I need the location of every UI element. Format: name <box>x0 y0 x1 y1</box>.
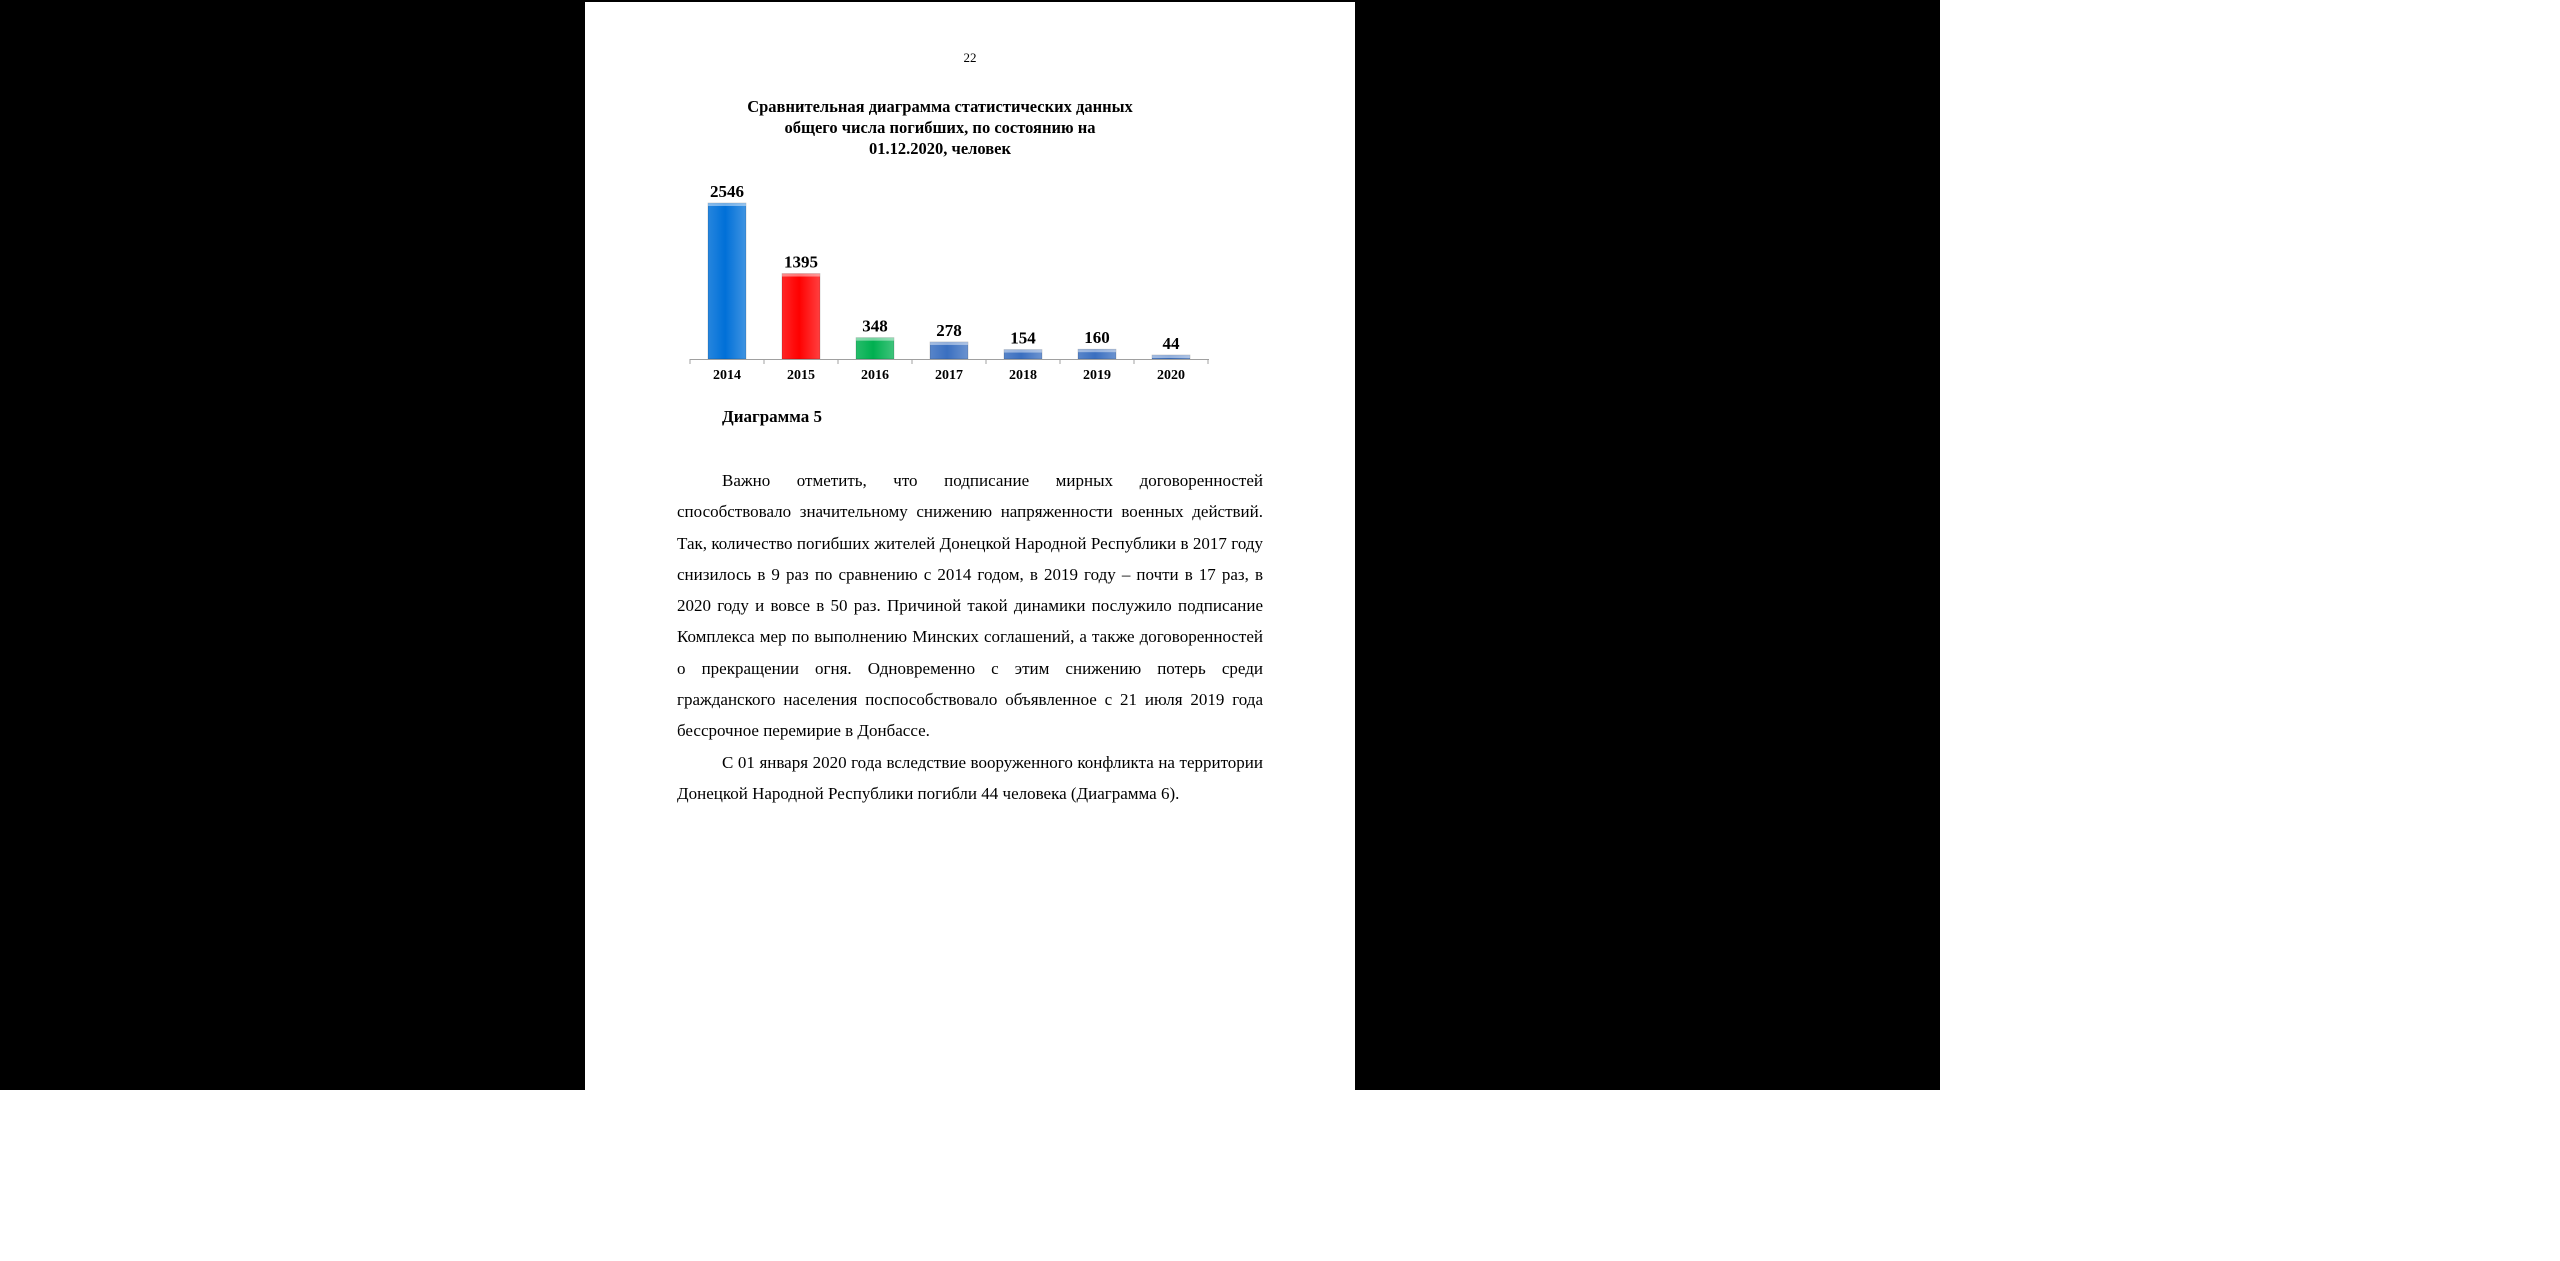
diagram-caption: Диаграмма 5 <box>722 407 822 426</box>
data-label-2017: 278 <box>936 320 962 340</box>
chart-data-labels-group <box>710 182 1180 353</box>
chart-title-line-2: общего числа погибших, по состоянию на <box>784 118 1096 137</box>
bar-cap-2014 <box>708 203 746 206</box>
bar-cap-2019 <box>1078 349 1116 352</box>
data-label-2020: 44 <box>1162 334 1180 353</box>
bar-2015 <box>782 274 820 359</box>
data-label-2019: 160 <box>1084 328 1110 348</box>
category-label-2014: 2014 <box>713 368 741 383</box>
bar-chart <box>585 2 1355 402</box>
bar-cap-2016 <box>856 338 894 341</box>
bar-2016 <box>856 338 894 359</box>
body-text <box>677 465 1263 809</box>
chart-title-line-1: Сравнительная диаграмма статистических данных <box>747 97 1133 116</box>
bar-cap-2018 <box>1004 350 1042 353</box>
data-label-2016: 348 <box>862 316 888 336</box>
data-label-2018: 154 <box>1010 328 1036 348</box>
category-label-2016: 2016 <box>861 368 889 383</box>
paragraph-1: Важно отметить, что подписание мирных договоренностей способствовало значительному снижению напряженности военных действий. Так, количество погибших жителей Донецкой Народной Республики в 2017 году снизилось в 9 раз по сравнению с 2014 годом, в 2019 году – почти в 17 раз, в 2020 году и вовсе в 50 раз. Причиной такой динамики послужило подписание Комплекса мер по выполнению Минских соглашений, а также договоренностей о прекращении огня. Одновременно с этим снижению потерь среди гражданского населения поспособствовало объявленное с 21 июля 2019 года бессрочное перемирие в Донбассе. <box>677 471 1263 741</box>
category-label-2018: 2018 <box>1009 368 1037 383</box>
category-label-2017: 2017 <box>935 368 963 383</box>
paragraph-2: С 01 января 2020 года вследствие вооруженного конфликта на территории Донецкой Народной Республики погибли 44 человека (Диаграмма 6). <box>677 752 1263 803</box>
chart-x-axis <box>690 359 1209 383</box>
chart-title-line-3: 01.12.2020, человек <box>869 139 1011 158</box>
bar-cap-2015 <box>782 274 820 277</box>
document-page <box>585 2 1355 1090</box>
bar-2014 <box>708 203 746 359</box>
category-label-2020: 2020 <box>1157 368 1185 383</box>
category-label-2015: 2015 <box>787 368 815 383</box>
category-label-2019: 2019 <box>1083 368 1111 383</box>
bar-cap-2020 <box>1152 355 1190 358</box>
bar-cap-2017 <box>930 342 968 345</box>
page-number: 22 <box>963 50 977 65</box>
data-label-2015: 1395 <box>784 252 818 272</box>
data-label-2014: 2546 <box>710 182 744 201</box>
